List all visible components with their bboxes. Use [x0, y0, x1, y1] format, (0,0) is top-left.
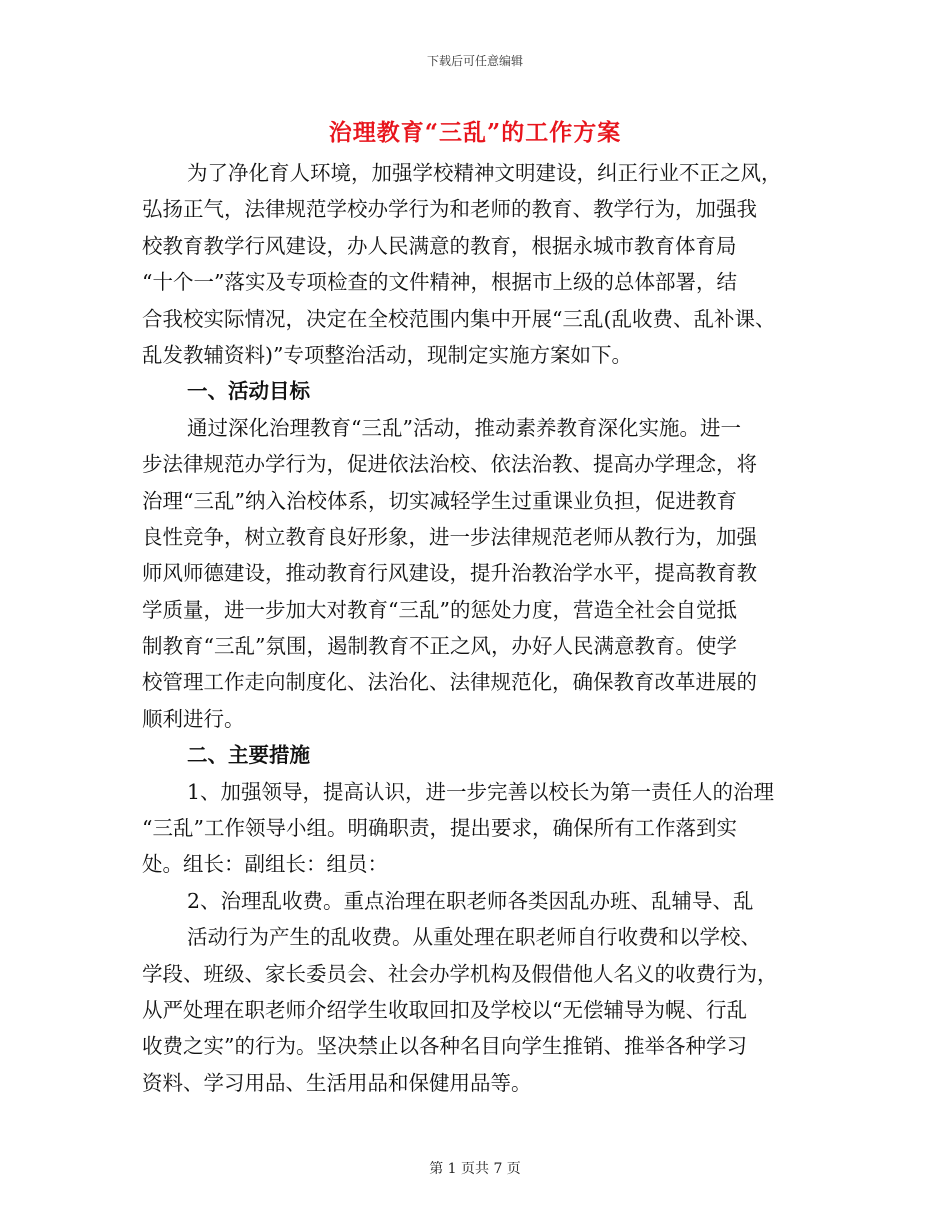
- paragraph-line: 步法律规范办学行为，促进依法治校、依法治教、提高办学理念，将: [142, 452, 757, 477]
- paragraph-line: 制教育“三乱”氛围，遏制教育不正之风，办好人民满意教育。使学: [142, 634, 737, 659]
- paragraph-line: 收费之实”的行为。坚决禁止以各种名目向学生推销、推举各种学习: [142, 1034, 747, 1059]
- paragraph-line: 学质量，进一步加大对教育“三乱”的惩处力度，营造全社会自觉抵: [142, 597, 737, 622]
- paragraph-line: “十个一”落实及专项检查的文件精神，根据市上级的总体部署，结: [142, 270, 737, 295]
- paragraph-line: 2、治理乱收费。重点治理在职老师各类因乱办班、乱辅导、乱: [187, 888, 754, 913]
- paragraph-line: 通过深化治理教育“三乱”活动，推动素养教育深化实施。进一: [187, 415, 741, 440]
- paragraph-line: 活动行为产生的乱收费。从重处理在职老师自行收费和以学校、: [187, 925, 761, 950]
- paragraph-line: 1、加强领导，提高认识，进一步完善以校长为第一责任人的治理: [187, 779, 775, 804]
- paragraph-line: 弘扬正气，法律规范学校办学行为和老师的教育、教学行为，加强我: [142, 197, 757, 222]
- page-header: 下载后可任意编辑: [426, 54, 523, 68]
- paragraph-line: 处。组长：副组长：组员：: [142, 852, 388, 877]
- paragraph-line: 顺利进行。: [142, 706, 245, 731]
- paragraph-line: 从严处理在职老师介绍学生收取回扣及学校以“无偿辅导为幌、行乱: [142, 997, 747, 1022]
- paragraph-line: 师风师德建设，推动教育行风建设，提升治教治学水平，提高教育教: [142, 561, 757, 586]
- document-title: 治理教育“三乱”的工作方案: [328, 119, 622, 146]
- paragraph-line: 学段、班级、家长委员会、社会办学机构及假借他人名义的收费行为，: [142, 961, 778, 986]
- section-heading: 二、主要措施: [187, 743, 310, 768]
- paragraph-line: 良性竞争，树立教育良好形象，进一步法律规范老师从教行为，加强: [142, 524, 757, 549]
- paragraph-line: 校教育教学行风建设，办人民满意的教育，根据永城市教育体育局: [142, 233, 737, 258]
- section-heading: 一、活动目标: [187, 379, 310, 404]
- paragraph-line: 乱发教辅资料)”专项整治活动，现制定实施方案如下。: [142, 342, 632, 367]
- page-footer: 第 1 页共 7 页: [429, 1161, 521, 1177]
- document-body: [142, 155, 814, 1101]
- paragraph-line: 资料、学习用品、生活用品和保健用品等。: [142, 1070, 532, 1095]
- paragraph-line: 治理“三乱”纳入治校体系，切实减轻学生过重课业负担，促进教育: [142, 488, 737, 513]
- paragraph-line: 合我校实际情况，决定在全校范围内集中开展“三乱(乱收费、乱补课、: [142, 306, 776, 331]
- paragraph-line: 校管理工作走向制度化、法治化、法律规范化，确保教育改革进展的: [142, 670, 757, 695]
- paragraph-line: “三乱”工作领导小组。明确职责，提出要求，确保所有工作落到实: [142, 816, 737, 841]
- paragraph-line: 为了净化育人环境，加强学校精神文明建设，纠正行业不正之风，: [187, 161, 782, 185]
